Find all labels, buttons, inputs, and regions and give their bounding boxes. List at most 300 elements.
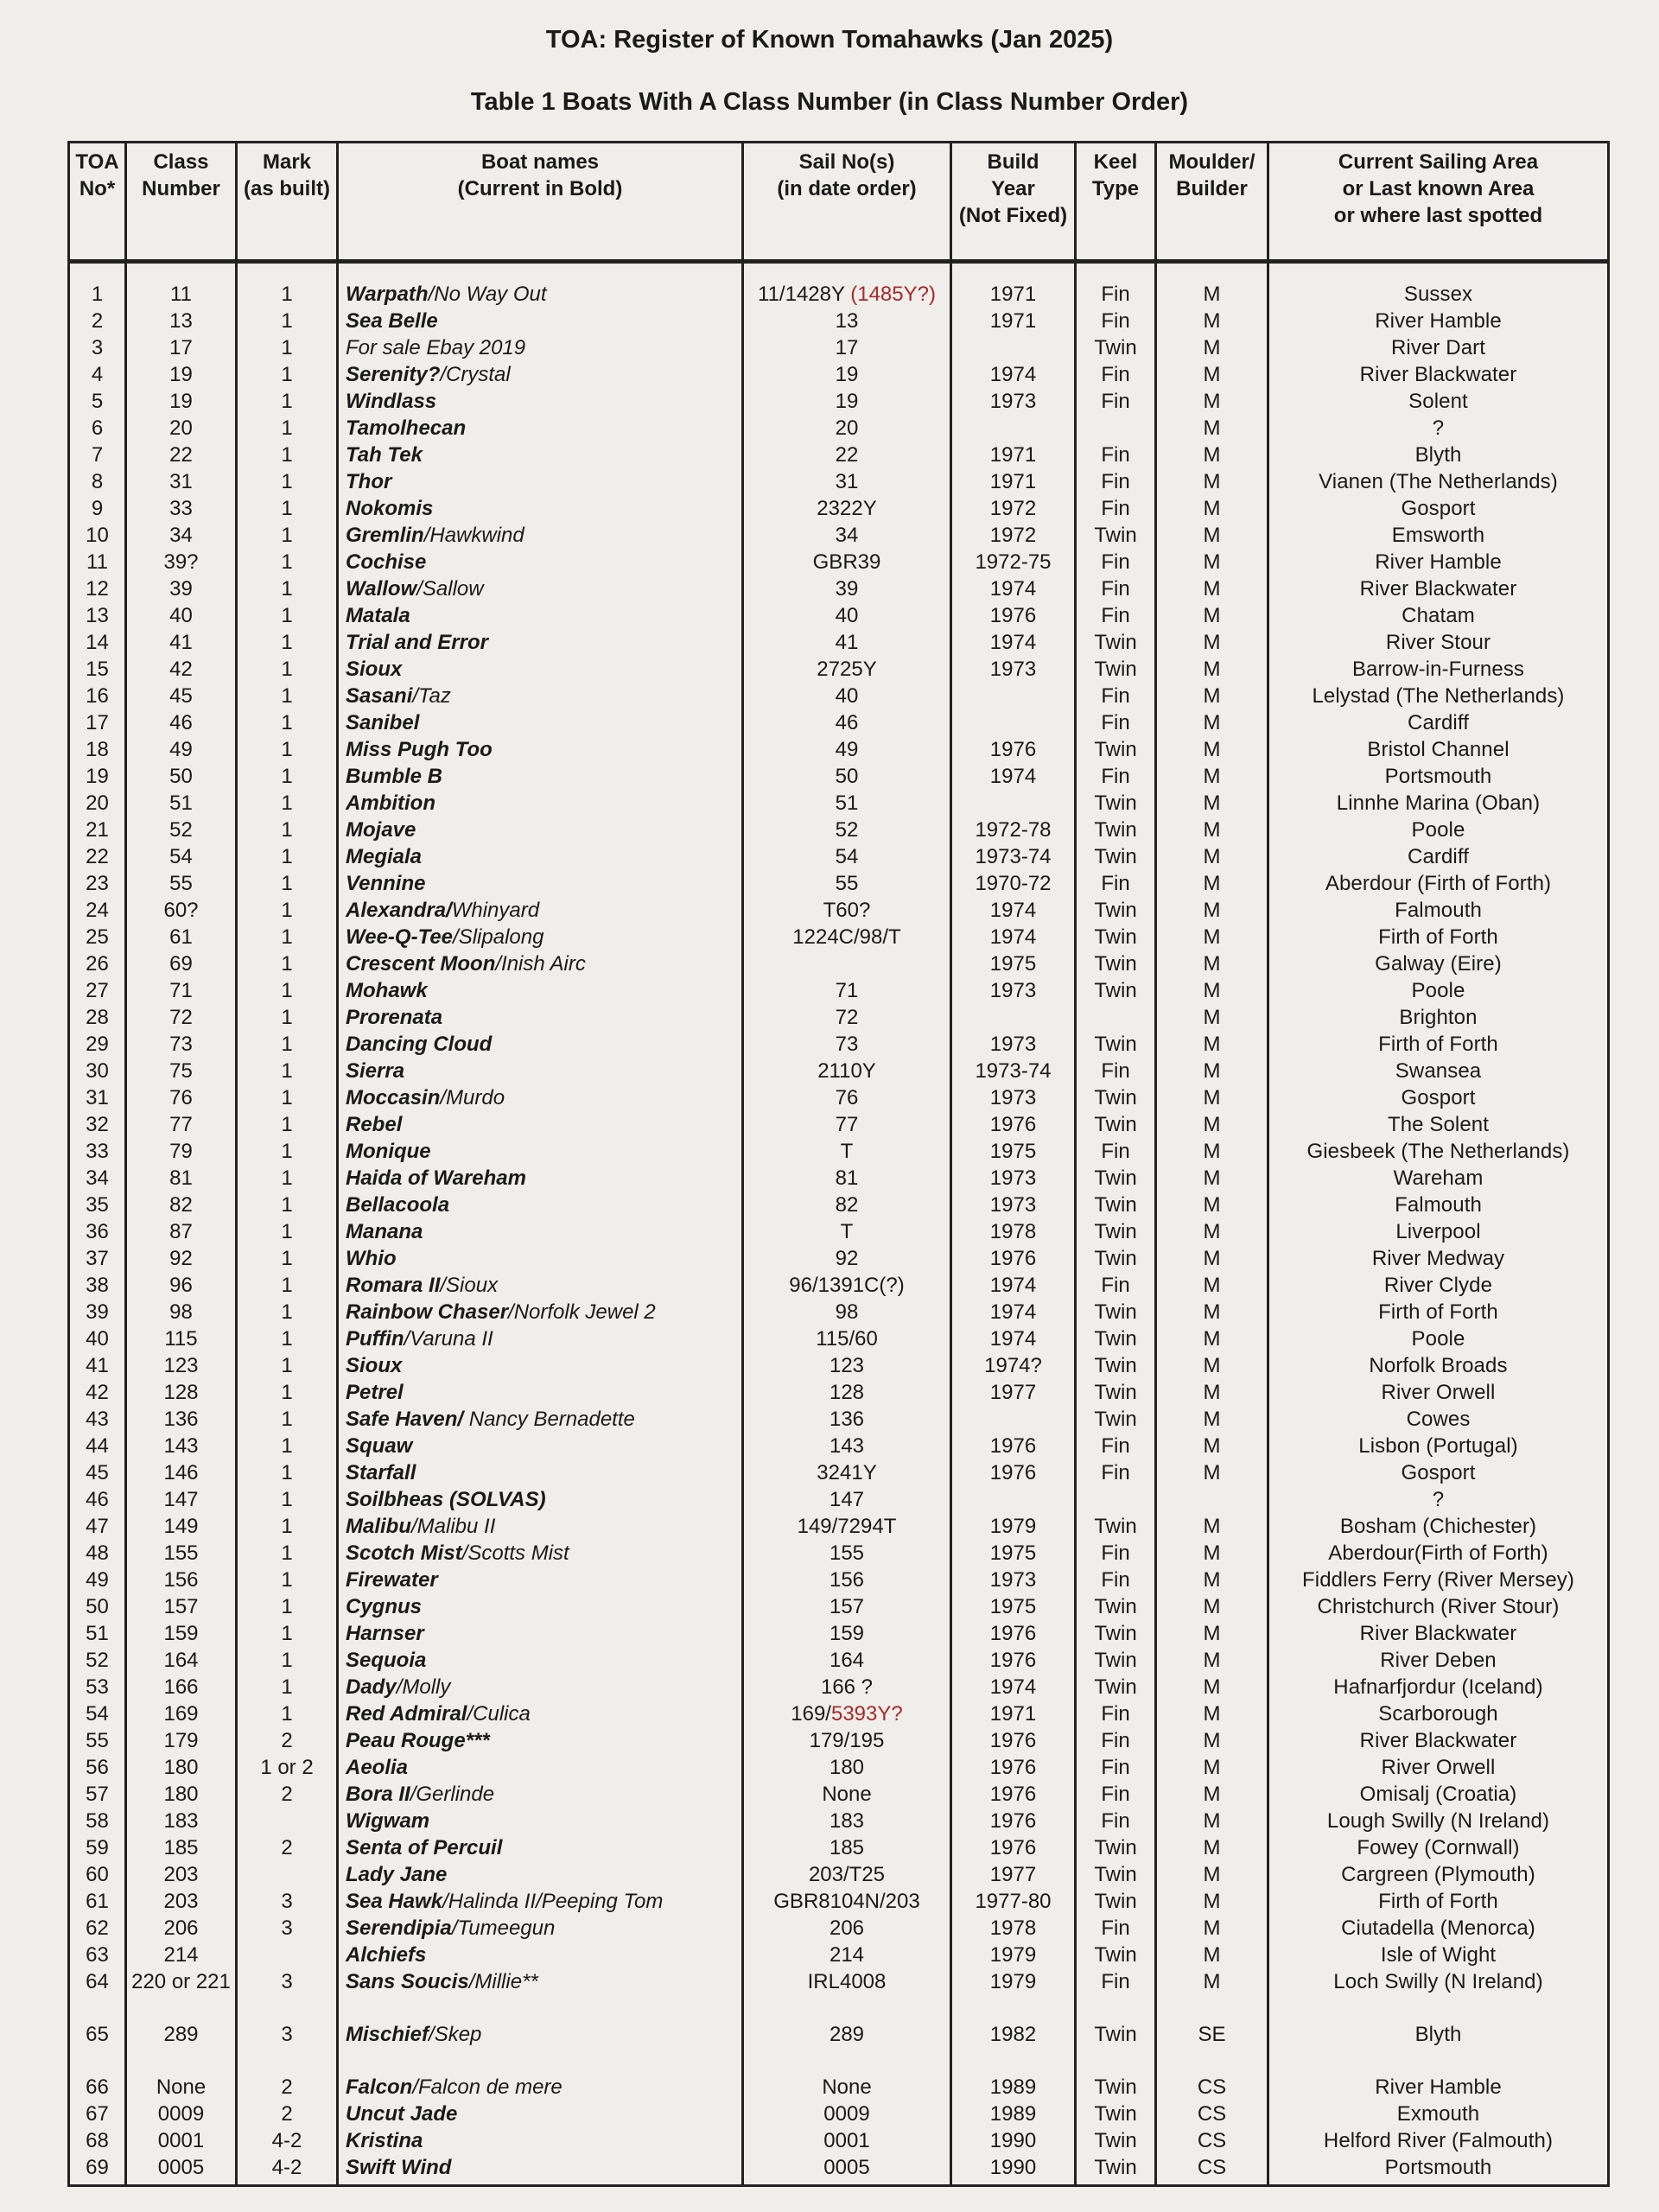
cell-build-year: 1989: [951, 2101, 1076, 2127]
current-boat-name: Scotch Mist: [346, 1541, 462, 1565]
cell-moulder-builder: M: [1156, 1218, 1268, 1245]
sail-number: 46: [835, 711, 859, 734]
cell-sailing-area: Firth of Forth: [1268, 924, 1609, 950]
cell-keel-type: Twin: [1076, 817, 1156, 843]
cell-sailing-area: Norfolk Broads: [1268, 1352, 1609, 1379]
current-boat-name: Cochise: [346, 550, 427, 574]
cell-boat-names: [338, 1352, 743, 1379]
cell-mark: 1: [237, 1325, 338, 1352]
table-row: [69, 442, 1609, 468]
cell-sailing-area: Cargreen (Plymouth): [1268, 1861, 1609, 1888]
cell-boat-names: [338, 1808, 743, 1834]
cell-build-year: [951, 1004, 1076, 1031]
cell-moulder-builder: [1156, 1486, 1268, 1513]
cell-class-number: None: [126, 2048, 237, 2101]
cell-build-year: 1976: [951, 602, 1076, 629]
table-row: [69, 1808, 1609, 1834]
cell-moulder-builder: M: [1156, 415, 1268, 442]
sail-number: 166 ?: [820, 1675, 874, 1699]
table-row: [69, 1459, 1609, 1486]
table-row: [69, 1433, 1609, 1459]
cell-build-year: 1975: [951, 950, 1076, 977]
cell-sailing-area: Emsworth: [1268, 522, 1609, 549]
cell-toa-no: 59: [69, 1834, 126, 1861]
cell-build-year: 1989: [951, 2048, 1076, 2101]
cell-build-year: 1974: [951, 1272, 1076, 1299]
cell-sailing-area: Sussex: [1268, 262, 1609, 308]
sail-number: 19: [835, 390, 859, 413]
sail-number: 115/60: [816, 1327, 878, 1351]
cell-keel-type: Fin: [1076, 575, 1156, 602]
cell-toa-no: 65: [69, 1995, 126, 2048]
cell-sail-numbers: [743, 1138, 951, 1165]
sail-number: 157: [829, 1595, 865, 1618]
cell-keel-type: Fin: [1076, 763, 1156, 790]
cell-moulder-builder: M: [1156, 262, 1268, 308]
table-row: [69, 1299, 1609, 1325]
table-row: [69, 1861, 1609, 1888]
cell-build-year: 1975: [951, 1138, 1076, 1165]
cell-mark: 1: [237, 950, 338, 977]
cell-toa-no: 64: [69, 1968, 126, 1995]
cell-moulder-builder: M: [1156, 1084, 1268, 1111]
cell-boat-names: [338, 602, 743, 629]
cell-sailing-area: River Hamble: [1268, 308, 1609, 334]
cell-build-year: 1978: [951, 1915, 1076, 1942]
cell-keel-type: Twin: [1076, 843, 1156, 870]
cell-sailing-area: Omisalj (Croatia): [1268, 1781, 1609, 1808]
cell-mark: 1: [237, 629, 338, 656]
cell-class-number: 123: [126, 1352, 237, 1379]
cell-mark: 1: [237, 763, 338, 790]
current-boat-name: Sioux: [346, 1354, 403, 1377]
cell-build-year: 1976: [951, 1111, 1076, 1138]
cell-keel-type: Twin: [1076, 1192, 1156, 1218]
cell-class-number: 82: [126, 1192, 237, 1218]
sail-number: 72: [835, 1006, 859, 1029]
cell-class-number: 13: [126, 308, 237, 334]
cell-mark: 1: [237, 361, 338, 388]
cell-sailing-area: Solent: [1268, 388, 1609, 415]
sail-number: 0005: [823, 2156, 870, 2179]
cell-build-year: 1979: [951, 1513, 1076, 1540]
cell-boat-names: [338, 1433, 743, 1459]
cell-sailing-area: Portsmouth: [1268, 763, 1609, 790]
current-boat-name: Malibu: [346, 1515, 411, 1538]
cell-mark: 1: [237, 334, 338, 361]
table-header-row: [69, 143, 1609, 262]
cell-toa-no: 51: [69, 1620, 126, 1647]
cell-keel-type: Fin: [1076, 1540, 1156, 1567]
cell-moulder-builder: M: [1156, 1513, 1268, 1540]
cell-sailing-area: Gosport: [1268, 495, 1609, 522]
cell-sail-numbers: [743, 1433, 951, 1459]
sail-number: 203/T25: [808, 1863, 886, 1886]
col-header-boat-names: Boat names (Current in Bold): [338, 143, 743, 262]
current-boat-name: Sans Soucis: [346, 1970, 469, 1993]
cell-mark: 1: [237, 1540, 338, 1567]
current-boat-name: Sierra: [346, 1059, 405, 1083]
cell-boat-names: [338, 950, 743, 977]
cell-mark: 1: [237, 1245, 338, 1272]
cell-build-year: 1974: [951, 1299, 1076, 1325]
cell-build-year: 1976: [951, 1834, 1076, 1861]
current-boat-name: Starfall: [346, 1461, 416, 1484]
sail-number: 31: [835, 470, 859, 493]
cell-boat-names: [338, 2154, 743, 2186]
cell-sailing-area: Lisbon (Portugal): [1268, 1433, 1609, 1459]
cell-boat-names: [338, 361, 743, 388]
sail-number: IRL4008: [807, 1970, 887, 1993]
document-title: TOA: Register of Known Tomahawks (Jan 2025): [545, 26, 1114, 54]
sail-number-uncertain: 5393Y?: [830, 1702, 903, 1726]
current-boat-name: Whio: [346, 1247, 397, 1270]
cell-moulder-builder: M: [1156, 1272, 1268, 1299]
table-row: [69, 1218, 1609, 1245]
cell-toa-no: 43: [69, 1406, 126, 1433]
cell-build-year: [951, 1486, 1076, 1513]
cell-build-year: 1975: [951, 1540, 1076, 1567]
cell-toa-no: 48: [69, 1540, 126, 1567]
sail-number-uncertain: (1485Y?): [850, 283, 936, 306]
cell-moulder-builder: M: [1156, 1004, 1268, 1031]
cell-mark: 1: [237, 1674, 338, 1700]
cell-class-number: 81: [126, 1165, 237, 1192]
cell-toa-no: 36: [69, 1218, 126, 1245]
cell-sail-numbers: [743, 1218, 951, 1245]
cell-toa-no: 23: [69, 870, 126, 897]
cell-sailing-area: Hafnarfjordur (Iceland): [1268, 1674, 1609, 1700]
cell-sail-numbers: [743, 1379, 951, 1406]
cell-mark: 1: [237, 1084, 338, 1111]
cell-toa-no: 58: [69, 1808, 126, 1834]
current-boat-name: Bumble B: [346, 765, 443, 788]
cell-sail-numbers: [743, 870, 951, 897]
cell-sailing-area: Galway (Eire): [1268, 950, 1609, 977]
cell-sail-numbers: [743, 950, 951, 977]
cell-boat-names: [338, 1834, 743, 1861]
cell-moulder-builder: M: [1156, 308, 1268, 334]
former-boat-names: /Tumeegun: [451, 1916, 556, 1940]
cell-class-number: 40: [126, 602, 237, 629]
cell-keel-type: Twin: [1076, 1406, 1156, 1433]
cell-class-number: 41: [126, 629, 237, 656]
sail-number: 159: [829, 1622, 865, 1645]
cell-sail-numbers: [743, 1299, 951, 1325]
current-boat-name: Trial and Error: [346, 631, 488, 654]
cell-mark: 1: [237, 308, 338, 334]
sail-number: 52: [835, 818, 859, 842]
cell-moulder-builder: M: [1156, 1138, 1268, 1165]
current-boat-name: Sioux: [346, 658, 403, 681]
cell-toa-no: 44: [69, 1433, 126, 1459]
cell-toa-no: 21: [69, 817, 126, 843]
table-row: [69, 656, 1609, 683]
sail-number: 179/195: [809, 1729, 885, 1752]
cell-sail-numbers: [743, 1084, 951, 1111]
cell-class-number: 34: [126, 522, 237, 549]
table-row: [69, 308, 1609, 334]
cell-boat-names: [338, 1781, 743, 1808]
sail-number: 54: [835, 845, 859, 868]
table-row: [69, 361, 1609, 388]
cell-toa-no: 42: [69, 1379, 126, 1406]
sail-number: 11/1428Y: [758, 283, 851, 306]
cell-mark: 4-2: [237, 2154, 338, 2186]
cell-sail-numbers: [743, 1834, 951, 1861]
cell-toa-no: 40: [69, 1325, 126, 1352]
current-boat-name: Tah Tek: [346, 443, 423, 467]
cell-toa-no: 24: [69, 897, 126, 924]
cell-sailing-area: Blyth: [1268, 1995, 1609, 2048]
cell-keel-type: [1076, 415, 1156, 442]
table-row: [69, 1352, 1609, 1379]
sail-number: 22: [835, 443, 859, 467]
sail-number: 289: [829, 2023, 865, 2046]
sail-number: 17: [835, 336, 859, 359]
cell-boat-names: [338, 1593, 743, 1620]
cell-mark: 1: [237, 549, 338, 575]
cell-moulder-builder: M: [1156, 709, 1268, 736]
table-row: [69, 495, 1609, 522]
current-boat-name: Dady: [346, 1675, 397, 1699]
cell-boat-names: [338, 817, 743, 843]
table-row: [69, 1379, 1609, 1406]
cell-class-number: 39: [126, 575, 237, 602]
cell-class-number: 87: [126, 1218, 237, 1245]
cell-toa-no: 13: [69, 602, 126, 629]
cell-class-number: 46: [126, 709, 237, 736]
cell-class-number: 214: [126, 1942, 237, 1968]
cell-sail-numbers: [743, 415, 951, 442]
cell-moulder-builder: M: [1156, 1647, 1268, 1674]
sail-number: 34: [835, 524, 859, 547]
former-boat-names: /Crystal: [440, 363, 511, 386]
former-boat-names: /Malibu II: [411, 1515, 496, 1538]
cell-mark: 1: [237, 1004, 338, 1031]
cell-sailing-area: Swansea: [1268, 1058, 1609, 1084]
cell-moulder-builder: M: [1156, 495, 1268, 522]
cell-moulder-builder: M: [1156, 1031, 1268, 1058]
sail-number: 92: [835, 1247, 859, 1270]
current-boat-name: Miss Pugh Too: [346, 738, 493, 761]
cell-keel-type: Fin: [1076, 1459, 1156, 1486]
table-row: [69, 2101, 1609, 2127]
cell-build-year: 1977: [951, 1861, 1076, 1888]
cell-toa-no: 12: [69, 575, 126, 602]
cell-mark: 1: [237, 683, 338, 709]
cell-sailing-area: River Blackwater: [1268, 1620, 1609, 1647]
cell-sailing-area: Poole: [1268, 817, 1609, 843]
cell-boat-names: [338, 1138, 743, 1165]
cell-boat-names: [338, 1486, 743, 1513]
cell-sail-numbers: [743, 1004, 951, 1031]
cell-keel-type: Fin: [1076, 1272, 1156, 1299]
cell-moulder-builder: M: [1156, 334, 1268, 361]
cell-class-number: 75: [126, 1058, 237, 1084]
cell-moulder-builder: M: [1156, 1942, 1268, 1968]
table-row: [69, 897, 1609, 924]
cell-toa-no: 7: [69, 442, 126, 468]
cell-sailing-area: River Hamble: [1268, 549, 1609, 575]
cell-sailing-area: Firth of Forth: [1268, 1299, 1609, 1325]
cell-moulder-builder: M: [1156, 522, 1268, 549]
sail-number: 41: [835, 631, 859, 654]
cell-keel-type: Fin: [1076, 1968, 1156, 1995]
cell-build-year: 1976: [951, 1781, 1076, 1808]
table-row: [69, 2048, 1609, 2101]
cell-sail-numbers: [743, 1325, 951, 1352]
cell-mark: 1: [237, 1138, 338, 1165]
sail-number: 82: [835, 1193, 859, 1217]
cell-sailing-area: Portsmouth: [1268, 2154, 1609, 2186]
cell-mark: 1: [237, 817, 338, 843]
cell-moulder-builder: M: [1156, 1192, 1268, 1218]
sail-number: 136: [829, 1408, 865, 1431]
cell-moulder-builder: M: [1156, 1700, 1268, 1727]
cell-build-year: 1976: [951, 1459, 1076, 1486]
cell-toa-no: 46: [69, 1486, 126, 1513]
cell-class-number: 54: [126, 843, 237, 870]
cell-keel-type: Fin: [1076, 602, 1156, 629]
sail-number: 77: [835, 1113, 859, 1136]
cell-keel-type: Twin: [1076, 736, 1156, 763]
cell-toa-no: 67: [69, 2101, 126, 2127]
current-boat-name: Wee-Q-Tee: [346, 925, 454, 949]
cell-mark: 1: [237, 709, 338, 736]
cell-moulder-builder: M: [1156, 549, 1268, 575]
cell-class-number: 73: [126, 1031, 237, 1058]
cell-sail-numbers: [743, 629, 951, 656]
cell-boat-names: [338, 1727, 743, 1754]
cell-keel-type: Fin: [1076, 1058, 1156, 1084]
cell-toa-no: 38: [69, 1272, 126, 1299]
cell-class-number: 156: [126, 1567, 237, 1593]
cell-sailing-area: River Orwell: [1268, 1754, 1609, 1781]
current-boat-name: Serendipia: [346, 1916, 452, 1940]
cell-keel-type: Twin: [1076, 897, 1156, 924]
cell-boat-names: [338, 1004, 743, 1031]
cell-mark: 1: [237, 1379, 338, 1406]
cell-sail-numbers: [743, 468, 951, 495]
table-row: [69, 1165, 1609, 1192]
former-boat-names: /Murdo: [440, 1086, 505, 1109]
cell-build-year: 1974: [951, 897, 1076, 924]
cell-class-number: 180: [126, 1754, 237, 1781]
sail-number: 1224C/98/T: [792, 925, 901, 949]
cell-class-number: 147: [126, 1486, 237, 1513]
sail-number: 169/: [791, 1702, 831, 1726]
cell-toa-no: 15: [69, 656, 126, 683]
cell-mark: 2: [237, 2101, 338, 2127]
current-boat-name: Senta of Percuil: [346, 1836, 503, 1859]
cell-sail-numbers: [743, 924, 951, 950]
cell-mark: 1: [237, 1165, 338, 1192]
current-boat-name: Moccasin: [346, 1086, 441, 1109]
cell-mark: [237, 1808, 338, 1834]
table-row: [69, 1620, 1609, 1647]
cell-mark: 1: [237, 1486, 338, 1513]
cell-moulder-builder: M: [1156, 1861, 1268, 1888]
cell-sailing-area: Scarborough: [1268, 1700, 1609, 1727]
sail-number: 164: [829, 1649, 865, 1672]
cell-sailing-area: Isle of Wight: [1268, 1942, 1609, 1968]
former-boat-names: /Slipalong: [453, 925, 544, 949]
cell-class-number: 159: [126, 1620, 237, 1647]
table-row: [69, 709, 1609, 736]
cell-toa-no: 47: [69, 1513, 126, 1540]
cell-class-number: 203: [126, 1888, 237, 1915]
col-header-moulder-builder: Moulder/ Builder: [1156, 143, 1268, 262]
cell-moulder-builder: M: [1156, 843, 1268, 870]
cell-keel-type: Fin: [1076, 468, 1156, 495]
cell-class-number: 220 or 221: [126, 1968, 237, 1995]
cell-build-year: 1971: [951, 1700, 1076, 1727]
cell-mark: 2: [237, 1727, 338, 1754]
cell-mark: 1: [237, 388, 338, 415]
table-body: [69, 262, 1609, 2186]
cell-moulder-builder: M: [1156, 629, 1268, 656]
cell-boat-names: [338, 1942, 743, 1968]
cell-boat-names: [338, 575, 743, 602]
cell-sailing-area: Exmouth: [1268, 2101, 1609, 2127]
sail-number: T60?: [823, 899, 871, 922]
cell-class-number: 185: [126, 1834, 237, 1861]
table-row: [69, 924, 1609, 950]
cell-class-number: 79: [126, 1138, 237, 1165]
cell-toa-no: 34: [69, 1165, 126, 1192]
cell-boat-names: [338, 924, 743, 950]
cell-boat-names: [338, 1888, 743, 1915]
cell-keel-type: Fin: [1076, 709, 1156, 736]
cell-class-number: 92: [126, 1245, 237, 1272]
current-boat-name: Serenity?: [346, 363, 441, 386]
cell-class-number: 143: [126, 1433, 237, 1459]
cell-moulder-builder: M: [1156, 1058, 1268, 1084]
cell-mark: 1: [237, 736, 338, 763]
sail-number: GBR8104N/203: [773, 1890, 920, 1913]
cell-build-year: 1974?: [951, 1352, 1076, 1379]
table-row: [69, 1540, 1609, 1567]
former-boat-names: For sale Ebay 2019: [346, 336, 526, 359]
cell-build-year: [951, 1406, 1076, 1433]
current-boat-name: Aeolia: [346, 1756, 409, 1779]
sail-number: 49: [835, 738, 859, 761]
cell-mark: 1: [237, 790, 338, 817]
cell-class-number: 157: [126, 1593, 237, 1620]
cell-sail-numbers: [743, 1647, 951, 1674]
cell-keel-type: Fin: [1076, 388, 1156, 415]
sail-number: 214: [829, 1943, 865, 1967]
cell-sailing-area: ?: [1268, 415, 1609, 442]
cell-moulder-builder: M: [1156, 924, 1268, 950]
cell-boat-names: [338, 1861, 743, 1888]
sail-number: 20: [835, 416, 859, 440]
current-boat-name: Safe Haven/: [346, 1408, 464, 1431]
cell-build-year: [951, 334, 1076, 361]
cell-keel-type: Fin: [1076, 549, 1156, 575]
cell-class-number: 72: [126, 1004, 237, 1031]
cell-class-number: 149: [126, 1513, 237, 1540]
current-boat-name: Windlass: [346, 390, 437, 413]
cell-sailing-area: Aberdour (Firth of Forth): [1268, 870, 1609, 897]
cell-toa-no: 17: [69, 709, 126, 736]
cell-sailing-area: Ciutadella (Menorca): [1268, 1915, 1609, 1942]
cell-build-year: 1972: [951, 522, 1076, 549]
sail-number: 128: [829, 1381, 865, 1404]
cell-boat-names: [338, 1647, 743, 1674]
cell-moulder-builder: M: [1156, 1567, 1268, 1593]
